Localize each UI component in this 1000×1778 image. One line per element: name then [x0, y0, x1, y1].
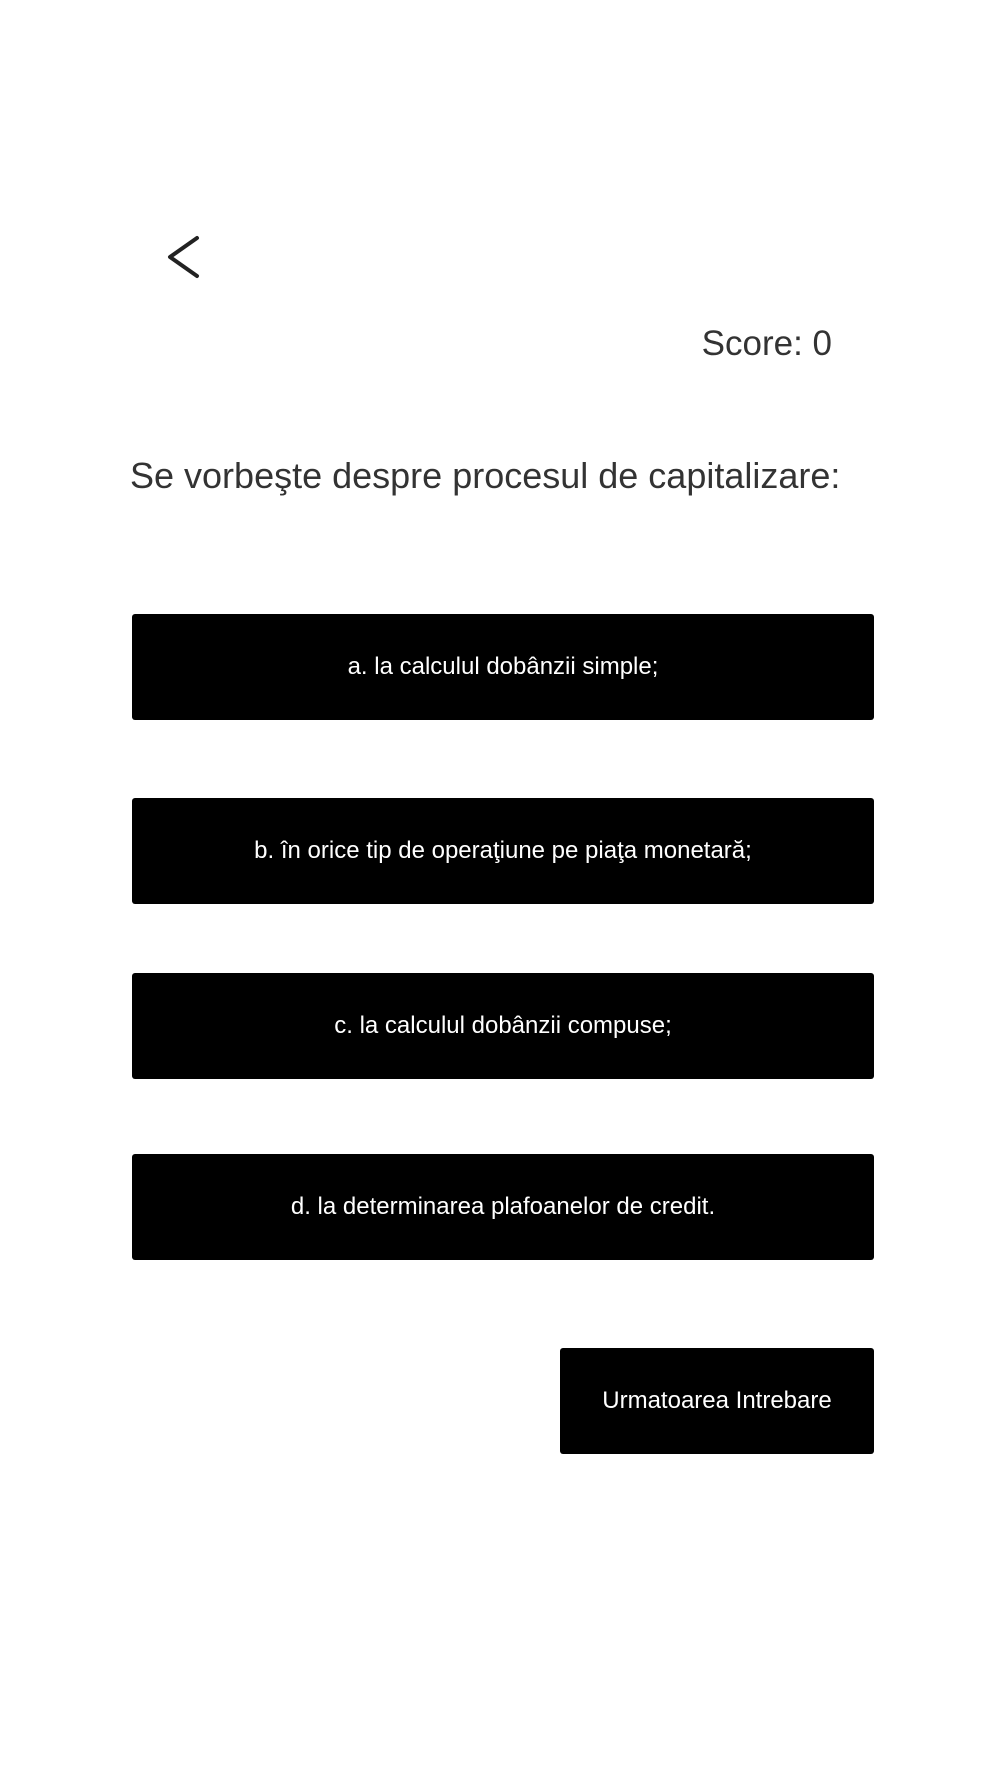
- question-text: Se vorbeşte despre procesul de capitalizare:: [130, 455, 841, 496]
- answer-button-d[interactable]: d. la determinarea plafoanelor de credit.: [132, 1154, 874, 1260]
- answer-button-a[interactable]: a. la calculul dobânzii simple;: [132, 614, 874, 720]
- answer-button-c[interactable]: c. la calculul dobânzii compuse;: [132, 973, 874, 1079]
- next-question-button[interactable]: Urmatoarea Intrebare: [560, 1348, 874, 1454]
- chevron-left-icon: [164, 234, 202, 280]
- answer-button-b[interactable]: b. în orice tip de operaţiune pe piaţa monetară;: [132, 798, 874, 904]
- back-button[interactable]: [158, 232, 208, 282]
- score-label: Score: 0: [701, 324, 832, 363]
